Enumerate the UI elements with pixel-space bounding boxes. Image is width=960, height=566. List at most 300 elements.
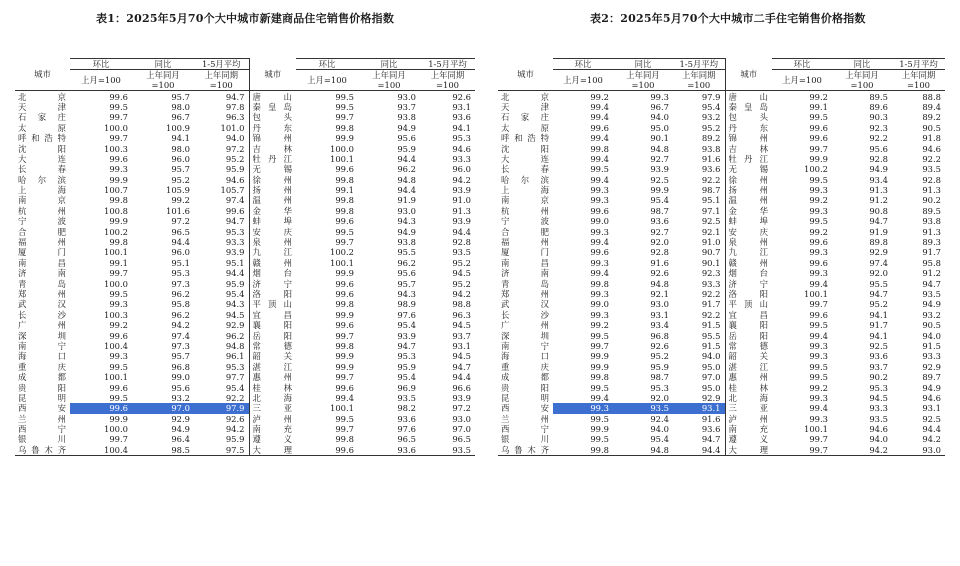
city-name: 银 川 [18, 434, 66, 445]
mom-value: 99.4 [590, 153, 609, 164]
table-row [498, 320, 945, 330]
yoy-value: 97.6 [397, 309, 416, 320]
avg-value: 92.2 [922, 153, 941, 164]
avg-value: 92.3 [701, 268, 721, 279]
city-name: 北 京 [18, 91, 66, 102]
mom-value: 99.6 [335, 320, 354, 331]
yoy-value: 94.9 [869, 164, 888, 175]
mom-value: 100.1 [804, 424, 828, 435]
avg-value: 94.4 [452, 226, 471, 237]
mom-value: 99.7 [809, 143, 828, 154]
mom-value: 99.6 [590, 122, 609, 133]
yoy-value: 94.4 [397, 153, 416, 164]
avg-value: 90.5 [922, 122, 941, 133]
mom-value: 99.7 [335, 112, 354, 123]
mom-value: 100.0 [104, 278, 128, 289]
avg-value: 97.0 [701, 372, 721, 383]
table-row [498, 216, 945, 226]
city-name: 石家庄 [501, 112, 549, 123]
avg-value: 96.0 [452, 164, 471, 175]
city-name: 扬 州 [249, 185, 296, 195]
yoy-value: 97.6 [397, 424, 416, 435]
yoy-value: 94.9 [397, 122, 416, 133]
city-name: 宜 昌 [725, 310, 772, 320]
mom-value: 99.4 [590, 112, 609, 123]
yoy-base-header: 上年同月 =100 [613, 70, 673, 91]
avg-value: 90.5 [922, 320, 941, 331]
avg-value: 95.4 [225, 382, 245, 393]
mom-value: 99.2 [590, 91, 609, 102]
table-row [498, 424, 945, 434]
avg-value: 94.6 [922, 392, 941, 403]
avg-value: 99.6 [225, 205, 245, 216]
mom-value: 100.2 [104, 226, 128, 237]
avg-value: 93.9 [452, 216, 471, 227]
mom-value: 99.7 [109, 434, 128, 445]
mom-value: 100.4 [70, 445, 132, 456]
yoy-value: 96.2 [171, 289, 190, 299]
mom-value: 99.3 [809, 247, 828, 258]
city-name: 西 宁 [18, 424, 66, 435]
mom-value: 99.7 [109, 268, 128, 279]
yoy-value: 95.4 [650, 195, 669, 206]
mom-value: 100.1 [330, 257, 354, 268]
city-name: 南 昌 [18, 257, 66, 268]
mom-value: 99.6 [335, 382, 354, 393]
city-name: 牡丹江 [725, 154, 772, 164]
yoy-value: 93.9 [650, 164, 669, 175]
yoy-value: 94.0 [869, 434, 888, 445]
mom-value: 99.8 [109, 195, 128, 206]
table-row [498, 91, 945, 102]
avg-value: 89.5 [922, 205, 941, 216]
city-name: 西 宁 [501, 424, 549, 435]
avg-value: 96.2 [225, 330, 245, 341]
mom-value: 99.5 [809, 372, 828, 383]
table-row [15, 195, 475, 205]
city-name: 锦 州 [249, 133, 296, 143]
yoy-value: 93.0 [397, 91, 416, 102]
mom-value: 99.3 [809, 268, 828, 279]
city-name: 郑 州 [501, 289, 549, 299]
avg-value: 97.0 [452, 424, 471, 435]
table-row [498, 195, 945, 205]
mom-value: 99.8 [335, 174, 354, 185]
yoy-value: 96.7 [171, 112, 190, 123]
mom-value: 99.5 [335, 226, 354, 237]
city-name: 沈 阳 [501, 143, 549, 154]
mom-value: 99.6 [590, 247, 609, 258]
avg-value: 94.5 [452, 351, 471, 362]
table-row [15, 268, 475, 278]
yoy-value: 95.1 [171, 257, 190, 268]
city-name: 北 海 [249, 393, 296, 403]
avg-value: 94.0 [922, 330, 941, 341]
table-row [498, 278, 945, 288]
mom-value: 99.9 [590, 351, 609, 362]
yoy-value: 95.2 [869, 299, 888, 310]
avg-value: 94.7 [225, 91, 245, 102]
mom-value: 99.8 [335, 434, 354, 445]
table-row [15, 289, 475, 299]
yoy-value: 97.4 [869, 257, 888, 268]
city-name: 吉 林 [249, 143, 296, 153]
mom-value: 99.5 [590, 330, 609, 341]
avg-value: 94.0 [225, 133, 245, 144]
city-name: 秦皇岛 [249, 102, 296, 112]
avg-value: 93.5 [420, 445, 475, 456]
mom-value: 99.4 [590, 133, 609, 144]
avg-value: 92.6 [225, 413, 245, 424]
city-name: 安 庆 [725, 226, 772, 236]
city-name: 惠 州 [249, 372, 296, 382]
city-name: 厦 门 [501, 247, 549, 258]
avg-value: 90.1 [701, 257, 721, 268]
mom-value: 99.8 [335, 195, 354, 206]
yoy-value: 95.5 [869, 278, 888, 289]
city-name: 石家庄 [18, 112, 66, 123]
mom-value: 99.3 [809, 185, 828, 196]
yoy-value: 92.6 [650, 268, 669, 279]
yoy-value: 95.3 [869, 382, 888, 393]
yoy-value: 94.3 [397, 216, 416, 227]
yoy-base-header: 上年同月 =100 [832, 70, 892, 91]
city-name: 桂 林 [249, 382, 296, 392]
yoy-value: 95.3 [171, 268, 190, 279]
city-name: 南 充 [725, 424, 772, 434]
avg-value: 94.0 [701, 351, 721, 362]
avg-value: 93.6 [701, 164, 721, 175]
mom-value: 99.3 [809, 392, 828, 403]
mom-value: 99.7 [335, 330, 354, 341]
table-row [15, 393, 475, 403]
city-name: 沈 阳 [18, 143, 66, 154]
city-name: 贵 阳 [501, 382, 549, 393]
avg-value: 93.8 [922, 216, 941, 227]
city-name: 宁 波 [18, 216, 66, 227]
avg-value: 94.5 [452, 268, 471, 279]
city-name: 无 锡 [249, 164, 296, 174]
yoy-value: 93.8 [397, 112, 416, 123]
city-name: 洛 阳 [249, 289, 296, 299]
city-name: 长 春 [501, 164, 549, 175]
yoy-header: 同比 [832, 59, 892, 70]
mom-value: 99.8 [109, 237, 128, 248]
avg-value: 92.5 [701, 216, 721, 227]
yoy-value: 94.2 [832, 445, 892, 456]
city-name: 赣 州 [725, 258, 772, 268]
mom-value: 99.5 [590, 382, 609, 393]
yoy-value: 94.1 [171, 133, 190, 144]
city-name: 三 亚 [725, 403, 772, 413]
yoy-value: 90.3 [869, 112, 888, 123]
yoy-value: 92.0 [869, 268, 888, 279]
yoy-value: 98.5 [132, 445, 194, 456]
city-name: 韶 关 [725, 351, 772, 361]
city-name: 北 海 [725, 393, 772, 403]
avg-value: 95.2 [452, 257, 471, 268]
avg-value: 98.8 [452, 299, 471, 310]
city-name: 西 安 [18, 403, 66, 414]
city-name: 扬 州 [725, 185, 772, 195]
table-row [498, 445, 945, 456]
mom-value: 99.8 [335, 122, 354, 133]
city-name: 湛 江 [249, 362, 296, 372]
avg-value: 97.9 [701, 91, 721, 102]
avg-value: 92.2 [701, 309, 721, 320]
table-row [15, 206, 475, 216]
yoy-value: 97.4 [171, 330, 190, 341]
yoy-value: 99.9 [650, 185, 669, 196]
yoy-value: 93.7 [397, 101, 416, 112]
city-name: 兰 州 [501, 413, 549, 424]
table-row [498, 330, 945, 340]
mom-value: 99.6 [109, 91, 128, 102]
yoy-value: 95.9 [650, 361, 669, 372]
city-name: 南 宁 [501, 340, 549, 351]
mom-value: 99.3 [590, 226, 609, 237]
mom-value: 100.1 [330, 403, 354, 414]
table-row [498, 299, 945, 309]
mom-value: 99.5 [809, 112, 828, 123]
city-name: 成 都 [501, 372, 549, 383]
city-name: 郑 州 [18, 289, 66, 299]
avg-value: 91.3 [922, 185, 941, 196]
yoy-value: 90.2 [869, 372, 888, 383]
avg-value: 94.7 [225, 216, 245, 227]
table-row [15, 362, 475, 372]
avg-value: 92.6 [452, 91, 471, 102]
avg-header: 1-5月平均 [892, 59, 945, 70]
city-name: 安 庆 [249, 226, 296, 236]
city-name: 兰 州 [18, 413, 66, 424]
table-row [498, 393, 945, 403]
mom-value: 99.2 [809, 226, 828, 237]
city-name: 赣 州 [249, 258, 296, 268]
yoy-value: 96.5 [171, 226, 190, 237]
city-name: 金 华 [249, 206, 296, 216]
mom-value: 99.6 [590, 205, 609, 216]
mom-value: 99.6 [809, 237, 828, 248]
yoy-value: 97.0 [132, 403, 194, 413]
avg-value: 96.1 [225, 351, 245, 362]
city-header: 城市 [15, 59, 70, 91]
city-name: 丹 东 [725, 123, 772, 133]
yoy-value: 99.2 [171, 195, 190, 206]
mom-value: 99.1 [109, 257, 128, 268]
table-row [15, 164, 475, 174]
city-name: 济 南 [501, 268, 549, 279]
yoy-value: 92.8 [869, 153, 888, 164]
yoy-value: 96.5 [397, 434, 416, 445]
avg-value: 93.2 [922, 309, 941, 320]
city-name: 南 昌 [501, 257, 549, 268]
yoy-value: 93.5 [613, 403, 673, 413]
table-row [498, 351, 945, 361]
city-name: 洛 阳 [725, 289, 772, 299]
mom-header: 环比 [70, 59, 132, 70]
mom-value: 99.4 [590, 101, 609, 112]
mom-value: 99.5 [809, 174, 828, 185]
city-name: 乌鲁木齐 [15, 445, 70, 456]
city-name: 武 汉 [501, 299, 549, 310]
city-name: 遵 义 [249, 434, 296, 444]
city-name: 南 宁 [18, 340, 66, 351]
city-name: 包 头 [725, 112, 772, 122]
avg-value: 93.5 [452, 247, 471, 258]
yoy-value: 94.5 [869, 392, 888, 403]
yoy-value: 95.7 [397, 278, 416, 289]
city-name: 杭 州 [501, 205, 549, 216]
avg-value: 91.0 [701, 237, 721, 248]
avg-value: 94.7 [922, 278, 941, 289]
yoy-value: 91.6 [650, 257, 669, 268]
city-name: 金 华 [725, 206, 772, 216]
mom-value: 99.2 [809, 382, 828, 393]
avg-value: 89.2 [922, 112, 941, 123]
avg-value: 95.2 [452, 278, 471, 289]
table-row [498, 382, 945, 392]
city-name: 徐 州 [249, 175, 296, 185]
mom-value: 99.5 [109, 361, 128, 372]
avg-value: 94.2 [452, 289, 471, 299]
mom-value: 99.4 [590, 268, 609, 279]
yoy-value: 96.8 [171, 361, 190, 372]
city-name: 温 州 [725, 195, 772, 205]
city-name: 济 南 [18, 268, 66, 279]
table-row [498, 258, 945, 268]
mom-value: 99.7 [335, 237, 354, 248]
mom-value: 99.5 [109, 289, 128, 299]
yoy-value: 91.3 [869, 185, 888, 196]
avg-value: 97.5 [194, 445, 249, 456]
yoy-value: 92.9 [171, 413, 190, 424]
city-name: 太 原 [18, 122, 66, 133]
mom-value: 99.4 [590, 174, 609, 185]
city-name: 大 理 [725, 445, 772, 456]
avg-value: 93.1 [673, 403, 725, 413]
mom-value: 99.4 [809, 330, 828, 341]
yoy-value: 92.5 [650, 174, 669, 185]
city-name: 重 庆 [18, 361, 66, 372]
mom-value: 99.4 [809, 403, 828, 414]
avg-value: 93.6 [701, 424, 721, 435]
city-name: 无 锡 [725, 164, 772, 174]
mom-value: 99.3 [809, 413, 828, 424]
yoy-value: 96.0 [171, 153, 190, 164]
city-name: 常 德 [725, 341, 772, 351]
yoy-value: 97.3 [171, 278, 190, 289]
yoy-value: 94.1 [869, 330, 888, 341]
avg-value: 91.3 [922, 226, 941, 237]
avg-value: 89.2 [701, 133, 721, 144]
avg-value: 97.2 [225, 143, 245, 154]
avg-header: 1-5月平均 [673, 59, 725, 70]
mom-value: 99.8 [335, 205, 354, 216]
table-row [498, 414, 945, 424]
table-row [15, 247, 475, 257]
avg-value: 93.3 [701, 278, 721, 289]
yoy-value: 95.4 [397, 372, 416, 383]
avg-value: 96.6 [452, 382, 471, 393]
yoy-value: 93.6 [358, 445, 420, 456]
avg-value: 93.3 [225, 237, 245, 248]
city-name: 蚌 埠 [249, 216, 296, 226]
mom-value: 99.6 [335, 216, 354, 227]
avg-value: 92.9 [922, 361, 941, 372]
avg-value: 93.9 [225, 247, 245, 258]
avg-value: 94.9 [922, 382, 941, 393]
table-row [498, 143, 945, 153]
yoy-value: 96.0 [171, 247, 190, 258]
city-name: 唐 山 [725, 91, 772, 102]
avg-value: 91.7 [922, 247, 941, 258]
table-row [498, 123, 945, 133]
city-name: 蚌 埠 [725, 216, 772, 226]
mom-header: 环比 [296, 59, 358, 70]
yoy-value: 93.0 [397, 205, 416, 216]
mom-value: 99.7 [590, 340, 609, 351]
yoy-value: 96.7 [650, 101, 669, 112]
avg-value: 93.1 [922, 403, 941, 414]
yoy-value: 98.9 [397, 299, 416, 310]
mom-value: 99.2 [809, 91, 828, 102]
city-name: 长 沙 [501, 309, 549, 320]
yoy-value: 92.1 [650, 289, 669, 299]
city-name: 广 州 [18, 320, 66, 331]
mom-value: 99.5 [809, 320, 828, 331]
mom-value: 100.7 [104, 185, 128, 196]
avg-value: 94.6 [452, 143, 471, 154]
avg-value: 95.9 [225, 434, 245, 445]
avg-value: 95.5 [701, 330, 721, 341]
avg-value: 91.7 [701, 299, 721, 310]
mom-value: 99.3 [590, 185, 609, 196]
city-name: 哈尔滨 [18, 174, 66, 185]
mom-value: 99.4 [590, 392, 609, 403]
yoy-value: 93.6 [650, 216, 669, 227]
city-name: 昆 明 [501, 392, 549, 403]
avg-value: 95.1 [701, 195, 721, 206]
mom-value: 99.6 [335, 278, 354, 289]
mom-value: 100.2 [804, 164, 828, 175]
mom-value: 99.6 [109, 330, 128, 341]
yoy-value: 94.7 [397, 340, 416, 351]
mom-value: 100.0 [104, 424, 128, 435]
yoy-value: 93.9 [397, 330, 416, 341]
table-row [15, 185, 475, 195]
table-row [15, 341, 475, 351]
avg-value: 105.7 [220, 185, 245, 196]
city-name: 宁 波 [501, 216, 549, 227]
mom-value: 99.4 [590, 237, 609, 248]
yoy-value: 93.2 [171, 392, 190, 403]
yoy-value: 90.1 [650, 133, 669, 144]
mom-value: 100.3 [104, 309, 128, 320]
city-name: 大 连 [18, 153, 66, 164]
yoy-value: 95.2 [171, 174, 190, 185]
mom-value: 99.7 [809, 299, 828, 310]
avg-value: 93.9 [452, 185, 471, 196]
avg-value: 94.8 [225, 340, 245, 351]
avg-value: 92.2 [701, 174, 721, 185]
city-name: 包 头 [249, 112, 296, 122]
yoy-value: 92.7 [650, 153, 669, 164]
avg-value: 96.5 [452, 434, 471, 445]
yoy-value: 96.9 [397, 382, 416, 393]
yoy-value: 98.7 [650, 372, 669, 383]
mom-value: 99.6 [335, 289, 354, 299]
